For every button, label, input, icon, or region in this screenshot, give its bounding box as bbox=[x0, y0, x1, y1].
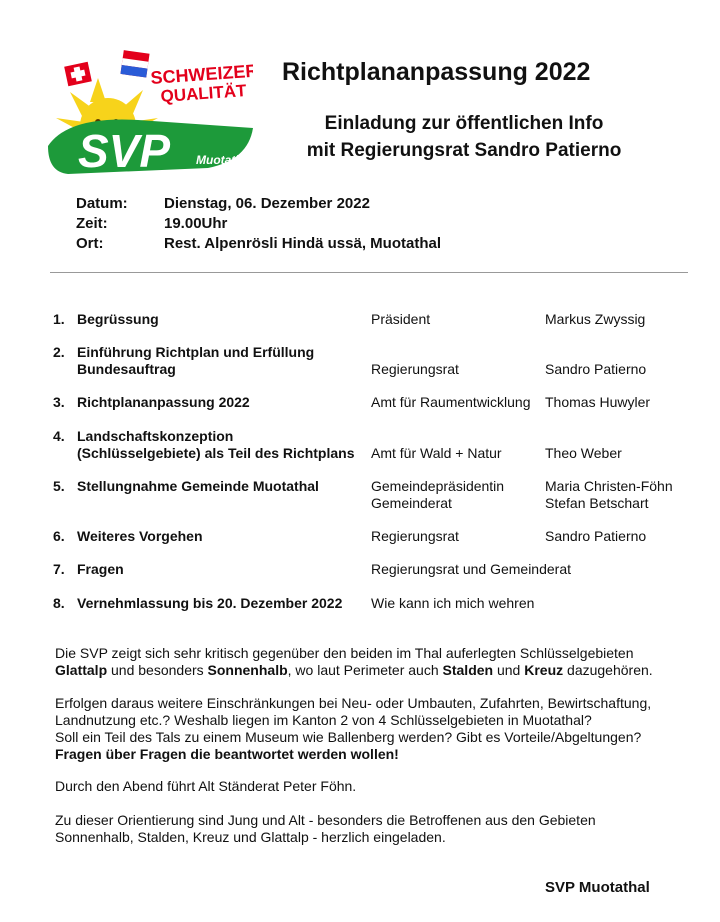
event-details bbox=[76, 194, 441, 254]
agenda-role-line: Regierungsrat bbox=[371, 361, 459, 377]
agenda-person-line: Stefan Betschart bbox=[545, 495, 649, 511]
agenda-topic bbox=[77, 428, 355, 462]
logo-tagline-line2: QUALITÄT bbox=[159, 81, 248, 106]
paragraph-questions bbox=[55, 695, 695, 763]
paragraph-line-bold: Fragen über Fragen die beantwortet werden wollen! bbox=[55, 746, 399, 762]
paragraph-host bbox=[55, 778, 695, 795]
date-value: Dienstag, 06. Dezember 2022 bbox=[164, 195, 370, 212]
highlight-kreuz: Kreuz bbox=[524, 662, 564, 678]
agenda-person-line: Theo Weber bbox=[545, 445, 622, 461]
highlight-stalden: Stalden bbox=[442, 662, 494, 678]
agenda-person bbox=[545, 361, 646, 378]
event-date-row bbox=[76, 194, 441, 214]
agenda-role bbox=[371, 394, 531, 411]
agenda-number: 7. bbox=[53, 561, 65, 577]
time-value: 19.00Uhr bbox=[164, 215, 228, 232]
agenda-number: 6. bbox=[53, 528, 65, 544]
event-place-row bbox=[76, 234, 441, 254]
paragraph-criticism bbox=[55, 645, 695, 679]
text-fragment: , wo laut Perimeter auch bbox=[287, 662, 443, 678]
date-label: Datum: bbox=[76, 195, 128, 212]
agenda-person-line: Sandro Patierno bbox=[545, 361, 647, 377]
agenda-role bbox=[371, 361, 459, 378]
agenda-topic bbox=[77, 311, 159, 328]
agenda-role-line: Präsident bbox=[371, 311, 431, 327]
page-subtitle bbox=[264, 110, 664, 164]
agenda-person-line: Thomas Huwyler bbox=[545, 394, 651, 410]
agenda-role bbox=[371, 445, 502, 462]
agenda-topic-line: Einführung Richtplan und Erfüllung bbox=[77, 344, 315, 360]
divider bbox=[50, 272, 688, 273]
agenda-topic bbox=[77, 528, 203, 545]
logo-locality: Muotathal bbox=[196, 153, 253, 167]
swiss-flag-icon bbox=[64, 62, 92, 87]
agenda-person-line: Maria Christen-Föhn bbox=[545, 478, 673, 494]
agenda-topic-line: Begrüssung bbox=[77, 311, 159, 327]
paragraph-line: Durch den Abend führt Alt Ständerat Peter Föhn. bbox=[55, 778, 357, 794]
agenda-number: 8. bbox=[53, 595, 65, 611]
agenda-person bbox=[545, 445, 622, 462]
event-time-row bbox=[76, 214, 441, 234]
paragraph-line: Die SVP zeigt sich sehr kritisch gegenüber den beiden im Thal auferlegten Schlüsselgebieten bbox=[55, 645, 634, 661]
subtitle-line-2: mit Regierungsrat Sandro Patierno bbox=[306, 140, 622, 161]
paragraph-line: Zu dieser Orientierung sind Jung und Alt - besonders die Betroffenen aus den Gebieten bbox=[55, 812, 596, 828]
agenda-topic-line: Landschaftskonzeption bbox=[77, 428, 234, 444]
agenda-number: 4. bbox=[53, 428, 65, 444]
agenda-role-line: Amt für Raumentwicklung bbox=[371, 394, 531, 410]
agenda-number: 1. bbox=[53, 311, 65, 327]
agenda-topic bbox=[77, 561, 124, 578]
agenda-role-line: Amt für Wald + Natur bbox=[371, 445, 502, 461]
agenda-topic bbox=[77, 344, 314, 378]
agenda-role-line: Gemeinderat bbox=[371, 495, 452, 511]
logo-brand: SVP bbox=[78, 125, 171, 177]
paragraph-invitation bbox=[55, 812, 695, 846]
text-fragment: und besonders bbox=[107, 662, 208, 678]
agenda-topic-line: Stellungnahme Gemeinde Muotathal bbox=[77, 478, 319, 494]
agenda-topic-line: Bundesauftrag bbox=[77, 361, 176, 377]
paragraph-line: Erfolgen daraus weitere Einschränkungen bei Neu- oder Umbauten, Zufahrten, Bewirtschaftung, bbox=[55, 695, 652, 711]
agenda-person bbox=[545, 528, 646, 545]
agenda-role-line: Wie kann ich mich wehren bbox=[371, 595, 535, 611]
agenda-person-line: Markus Zwyssig bbox=[545, 311, 646, 327]
agenda-topic bbox=[77, 595, 342, 612]
agenda-role-line: Regierungsrat bbox=[371, 528, 459, 544]
agenda-topic bbox=[77, 394, 250, 411]
agenda-role bbox=[371, 595, 534, 612]
place-label: Ort: bbox=[76, 235, 104, 252]
agenda-topic-line: (Schlüsselgebiete) als Teil des Richtplans bbox=[77, 445, 355, 461]
agenda-number: 2. bbox=[53, 344, 65, 360]
highlight-sonnenhalb: Sonnenhalb bbox=[207, 662, 288, 678]
agenda-role bbox=[371, 311, 430, 328]
logo-tagline-line1: SCHWEIZER bbox=[149, 60, 253, 88]
agenda-role-line: Regierungsrat und Gemeinderat bbox=[371, 561, 572, 577]
agenda-role bbox=[371, 561, 571, 578]
text-fragment: und bbox=[493, 662, 525, 678]
paragraph-line: Soll ein Teil des Tals zu einem Museum wie Ballenberg werden? Gibt es Vorteile/Abgeltungen? bbox=[55, 729, 642, 745]
subtitle-line-1: Einladung zur öffentlichen Info bbox=[324, 113, 604, 134]
paragraph-line bbox=[55, 662, 695, 679]
agenda-number: 5. bbox=[53, 478, 65, 494]
place-value: Rest. Alpenrösli Hindä ussä, Muotathal bbox=[164, 235, 441, 252]
page-title: Richtplananpassung 2022 bbox=[282, 58, 591, 86]
paragraph-line: Sonnenhalb, Stalden, Kreuz und Glattalp - herzlich eingeladen. bbox=[55, 829, 446, 845]
agenda-topic-line: Richtplananpassung 2022 bbox=[77, 394, 250, 410]
svp-logo bbox=[48, 50, 253, 178]
agenda-role bbox=[371, 528, 459, 545]
agenda-person bbox=[545, 394, 650, 411]
text-fragment: dazugehören. bbox=[563, 662, 653, 678]
agenda-person bbox=[545, 311, 645, 328]
agenda-person bbox=[545, 478, 673, 512]
paragraph-line: Landnutzung etc.? Weshalb liegen im Kanton 2 von 4 Schlüsselgebieten in Muotathal? bbox=[55, 712, 592, 728]
signature: SVP Muotathal bbox=[545, 879, 650, 896]
agenda-topic-line: Weiteres Vorgehen bbox=[77, 528, 203, 544]
agenda-topic bbox=[77, 478, 319, 495]
highlight-glattalp: Glattalp bbox=[55, 662, 108, 678]
cantonal-flag-icon bbox=[120, 50, 149, 77]
agenda-role-line: Gemeindepräsidentin bbox=[371, 478, 505, 494]
agenda-role bbox=[371, 478, 504, 512]
agenda-person-line: Sandro Patierno bbox=[545, 528, 647, 544]
agenda-number: 3. bbox=[53, 394, 65, 410]
agenda-topic-line: Fragen bbox=[77, 561, 124, 577]
agenda-topic-line: Vernehmlassung bis 20. Dezember 2022 bbox=[77, 595, 343, 611]
time-label: Zeit: bbox=[76, 215, 108, 232]
